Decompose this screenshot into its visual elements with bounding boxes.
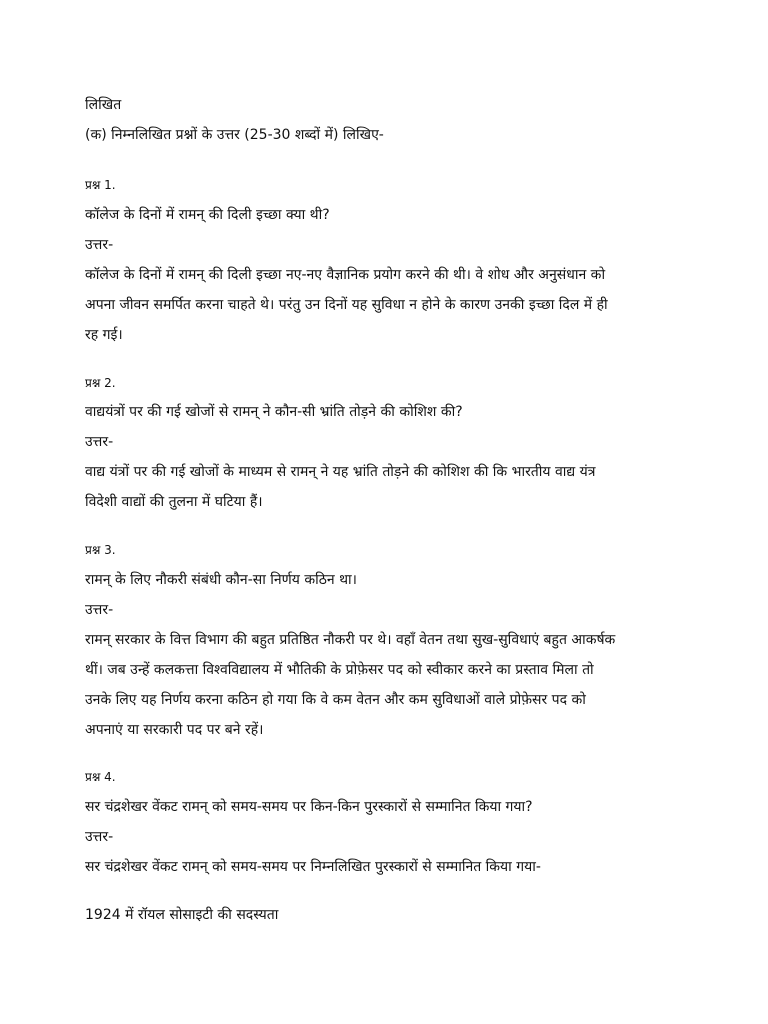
answer-line: अपनाएं या सरकारी पद पर बने रहें। [85,722,264,738]
answer-line: विदेशी वाद्यों की तुलना में घटिया हैं। [85,494,263,510]
answer-line: रामन् सरकार के वित्त विभाग की बहुत प्रतिष्ठित नौकरी पर थे। वहाँ वेतन तथा सुख-सुविधाएं बहुत आकर्षक [85,632,616,648]
award-line: 1924 में रॉयल सोसाइटी की सदस्यता [85,907,279,923]
answer-label: उत्तर- [85,434,114,450]
question-number: प्रश्न 2. [85,376,116,390]
section-heading: लिखित [85,97,122,113]
question-text: रामन् के लिए नौकरी संबंधी कौन-सा निर्णय कठिन था। [85,572,357,588]
question-text: कॉलेज के दिनों में रामन् की दिली इच्छा क्या थी? [85,207,330,223]
answer-line: सर चंद्रशेखर वेंकट रामन् को समय-समय पर निम्नलिखित पुरस्कारों से सम्मानित किया गया- [85,859,541,875]
question-text: वाद्ययंत्रों पर की गई खोजों से रामन् ने कौन-सी भ्रांति तोड़ने की कोशिश की? [85,404,463,420]
answer-label: उत्तर- [85,602,114,618]
question-number: प्रश्न 1. [85,178,116,192]
instruction-line: (क) निम्नलिखित प्रश्नों के उत्तर (25-30 शब्दों में) लिखिए- [85,127,384,143]
question-text: सर चंद्रशेखर वेंकट रामन् को समय-समय पर किन-किन पुरस्कारों से सम्मानित किया गया? [85,799,533,815]
answer-label: उत्तर- [85,237,114,253]
answer-line: उनके लिए यह निर्णय करना कठिन हो गया कि वे कम वेतन और कम सुविधाओं वाले प्रोफ़ेसर पद को [85,692,586,708]
answer-line: थीं। जब उन्हें कलकत्ता विश्वविद्यालय में भौतिकी के प्रोफ़ेसर पद को स्वीकार करने का प्रस्ताव मिला तो [85,662,594,678]
answer-label: उत्तर- [85,829,114,845]
answer-line: रह गई। [85,327,123,343]
answer-line: अपना जीवन समर्पित करना चाहते थे। परंतु उन दिनों यह सुविधा न होने के कारण उनकी इच्छा दिल में ही [85,297,608,313]
question-number: प्रश्न 3. [85,543,116,557]
answer-line: कॉलेज के दिनों में रामन् की दिली इच्छा नए-नए वैज्ञानिक प्रयोग करने की थी। वे शोध और अनुसंधान को [85,267,606,283]
question-number: प्रश्न 4. [85,770,116,784]
answer-line: वाद्य यंत्रों पर की गई खोजों के माध्यम से रामन् ने यह भ्रांति तोड़ने की कोशिश की कि भारतीय वाद्य यंत्र [85,464,596,480]
